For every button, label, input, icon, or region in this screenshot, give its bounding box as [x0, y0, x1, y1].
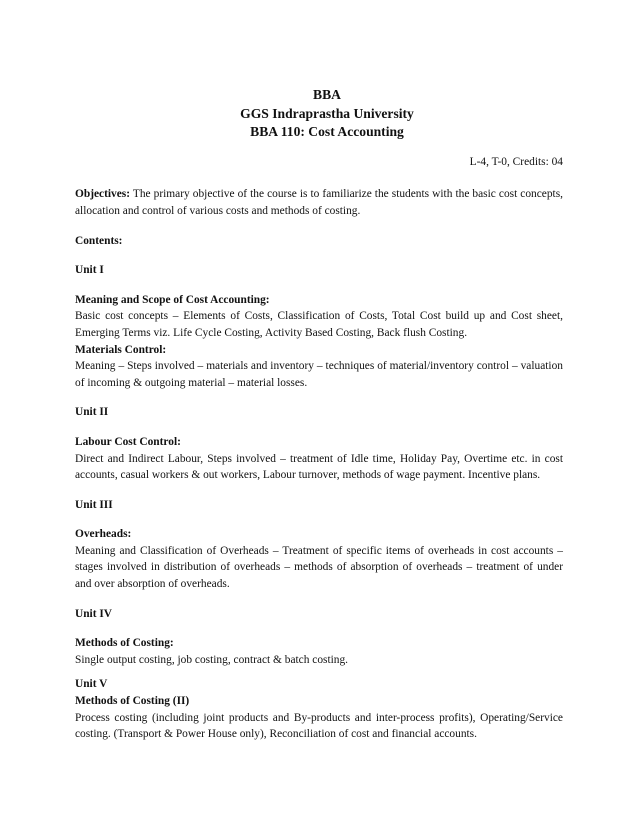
section-heading: Overheads: [75, 528, 132, 541]
section-text: Meaning and Classification of Overheads – Treatment of specific items of overheads in cost accounts – stages involved in distribution of overheads – methods of absorption of overheads – treatment of under and over absorption of overheads. [75, 544, 563, 591]
header-university: GGS Indraprastha University [240, 105, 414, 121]
header-program: BBA [313, 87, 341, 102]
unit-title: Unit IV [75, 607, 113, 620]
section-heading: Methods of Costing: [75, 637, 174, 650]
section-heading: Materials Control: [75, 343, 167, 356]
section-text: Direct and Indirect Labour, Steps involved – treatment of Idle time, Holiday Pay, Overtime etc. in cost accounts, casual workers & out workers, Labour turnover, methods of wage payment. Incentive plans. [75, 452, 563, 482]
objectives-paragraph [75, 186, 563, 219]
section-heading: Labour Cost Control: [75, 435, 181, 448]
header-course: BBA 110: Cost Accounting [250, 124, 404, 140]
section-text: Single output costing, job costing, contract & batch costing. [75, 653, 349, 666]
section-text: Meaning – Steps involved – materials and inventory – techniques of material/inventory control – valuation of incoming & outgoing material – material losses. [75, 360, 563, 389]
contents-label: Contents: [75, 234, 123, 247]
unit-title: Unit III [75, 498, 113, 511]
section-text: Basic cost concepts – Elements of Costs, Classification of Costs, Total Cost build up and Cost sheet, Emerging Terms viz. Life Cycle Costing, Activity Based Costing, Back flush Costing. [75, 310, 563, 339]
objectives-label: Objectives: [75, 188, 131, 201]
section-text: Process costing (including joint products and By-products and inter-process profits), Operating/Service costing. (Transport & Power House only), Reconciliation of cost and financial accounts. [75, 711, 563, 741]
document-header [91, 86, 563, 142]
section-heading: Meaning and Scope of Cost Accounting: [75, 293, 270, 306]
credits-line: L-4, T-0, Credits: 04 [469, 155, 563, 168]
unit-title: Unit I [75, 264, 104, 277]
unit-title: Unit V [75, 678, 108, 691]
section-heading: Methods of Costing (II) [75, 695, 190, 708]
syllabus-page [75, 86, 563, 743]
unit-title: Unit II [75, 406, 109, 419]
objectives-text: The primary objective of the course is to familiarize the students with the basic cost concepts, allocation and control of various costs and methods of costing. [75, 188, 563, 217]
